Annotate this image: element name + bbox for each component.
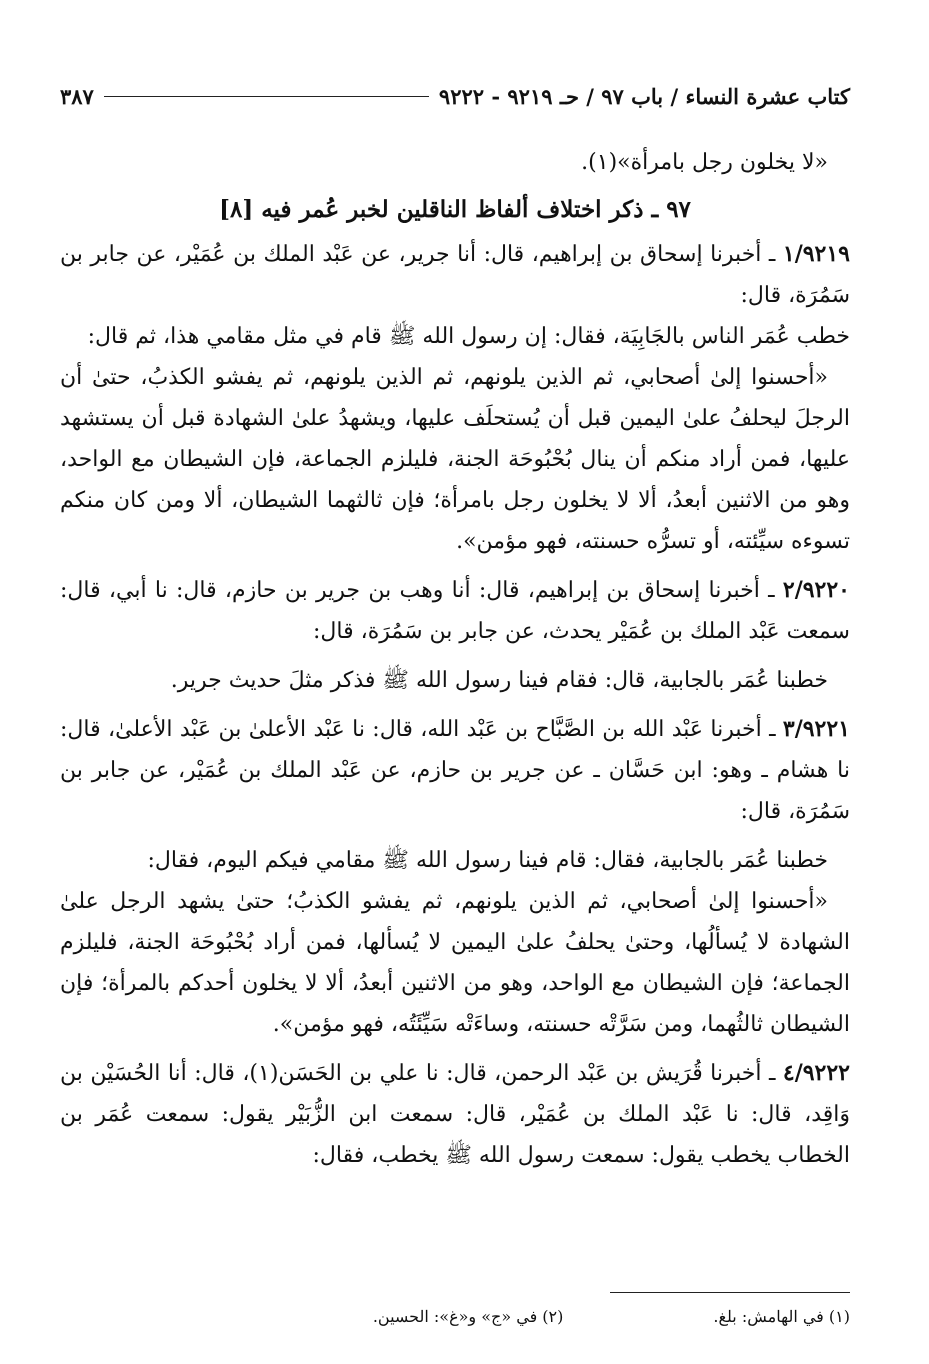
hadith-9221-matn: «أحسنوا إلىٰ أصحابي، ثم الذين يلونهم، ثم يفشو الكذبُ؛ حتىٰ يشهد الرجل علىٰ الشهادة لا يُسألُها، وحتىٰ يحلفُ علىٰ اليمين لا يُسألها، فمن أراد بُحْبُوحَة الجنة، فليلزم الجماعة؛ فإن الشيطان مع الواحد، وهو من الاثنين أبعدُ، ألا لا يخلون أحدكم بالمرأة؛ فإن الشيطان ثالثُهما، ومن سَرَّتْه حسنته، وساءَتْه سَيِّئَتُه، فهو مؤمن». — [60, 889, 850, 1037]
hadith-9219-isnad-text: ـ أخبرنا إسحاق بن إبراهيم، قال: أنا جرير، عن عَبْد الملك بن عُمَيْر، عن جابر بن سَمُرَة، قال: — [60, 242, 850, 308]
hadith-9222-isnad — [60, 1053, 850, 1176]
running-header — [60, 80, 850, 112]
hadith-9221-matn-intro: خطبنا عُمَر بالجابية، فقال: قام فينا رسول الله ﷺ مقامي فيكم اليوم، فقال: — [147, 848, 828, 873]
hadith-9221-isnad-text: ـ أخبرنا عَبْد الله بن الصَّبَّاح بن عَبْد الله، قال: نا عَبْد الأعلىٰ بن عَبْد الأعلىٰ، قال: نا هشام ـ وهو: ابن حَسَّان ـ عن جرير بن حازم، عن عَبْد الملك بن عُمَيْر، عن جابر بن سَمُرَة، قال: — [60, 717, 850, 824]
hadith-9220-number: ٢/٩٢٢٠ — [782, 577, 850, 603]
hadith-9219-matn: «أحسنوا إلىٰ أصحابي، ثم الذين يلونهم، ثم الذين يلونهم، ثم يفشو الكذبُ، حتىٰ أن الرجلَ ليحلفُ علىٰ اليمين قبل أن يُستحلَف عليها، ويشهدُ علىٰ الشهادة قبل أن يستشهد عليها، فمن أراد منكم أن ينال بُحْبُوحَة الجنة، فليلزم الجماعة، فإن الشيطان مع الواحد، وهو من الاثنين أبعدُ، ألا لا يخلون رجل بامرأة؛ فإن ثالثهما الشيطان، ألا ومن كان منكم تسوءه سيِّئته، أو تسرُّه حسنته، فهو مؤمن». — [60, 365, 850, 554]
hadith-9220-matn: خطبنا عُمَر بالجابية، قال: فقام فينا رسول الله ﷺ فذكر مثلَ حديث جرير. — [170, 668, 828, 693]
page-number: ٣٨٧ — [60, 83, 94, 109]
hadith-9220-isnad — [60, 570, 850, 652]
hadith-9219-number: ١/٩٢١٩ — [782, 241, 850, 267]
footnote-1: (١) في الهامش: بلغ. — [713, 1307, 850, 1326]
footnotes — [60, 1292, 850, 1326]
hadith-9222-isnad-text: ـ أخبرنا قُرَيش بن عَبْد الرحمن، قال: نا علي بن الحَسَن(١)، قال: أنا الحُسَيْن بن وَاقِد، قال: نا عَبْد الملك بن عُمَيْر، قال: سمعت ابن الزُّبَيْر يقول: سمعت عُمَر بن الخطاب يخطب يقول: سمعت رسول الله ﷺ يخطب، فقال: — [60, 1061, 850, 1168]
hadith-9220-isnad-text: ـ أخبرنا إسحاق بن إبراهيم، قال: أنا وهب بن جرير بن حازم، قال: نا أبي، قال: سمعت عَبْد الملك بن عُمَيْر يحدث، عن جابر بن سَمُرَة، قال: — [60, 578, 850, 644]
hadith-9221-number: ٣/٩٢٢١ — [782, 716, 850, 742]
header-title: كتاب عشرة النساء / باب ٩٧ / حـ ٩٢١٩ - ٩٢٢٢ — [438, 83, 850, 109]
footnote-row — [60, 1307, 850, 1326]
footnote-rule — [610, 1292, 850, 1293]
intro-quote: «لا يخلون رجل بامرأة»(١). — [581, 150, 828, 175]
hadith-9222-number: ٤/٩٢٢٢ — [782, 1060, 850, 1086]
header-rule — [104, 96, 429, 97]
chapter-heading: ٩٧ ـ ذكر اختلاف ألفاظ الناقلين لخبر عُمر فيه [٨] — [219, 196, 691, 223]
hadith-9221-isnad — [60, 709, 850, 832]
footnote-2: (٢) في «ج» و«غ»: الحسين. — [372, 1307, 564, 1326]
hadith-9219-isnad — [60, 234, 850, 316]
page-body — [60, 142, 850, 1176]
hadith-9219-matn-intro: خطب عُمَر الناس بالجَابِيَة، فقال: إن رسول الله ﷺ قام في مثل مقامي هذا، ثم قال: — [87, 324, 850, 349]
document-page — [60, 70, 850, 1340]
